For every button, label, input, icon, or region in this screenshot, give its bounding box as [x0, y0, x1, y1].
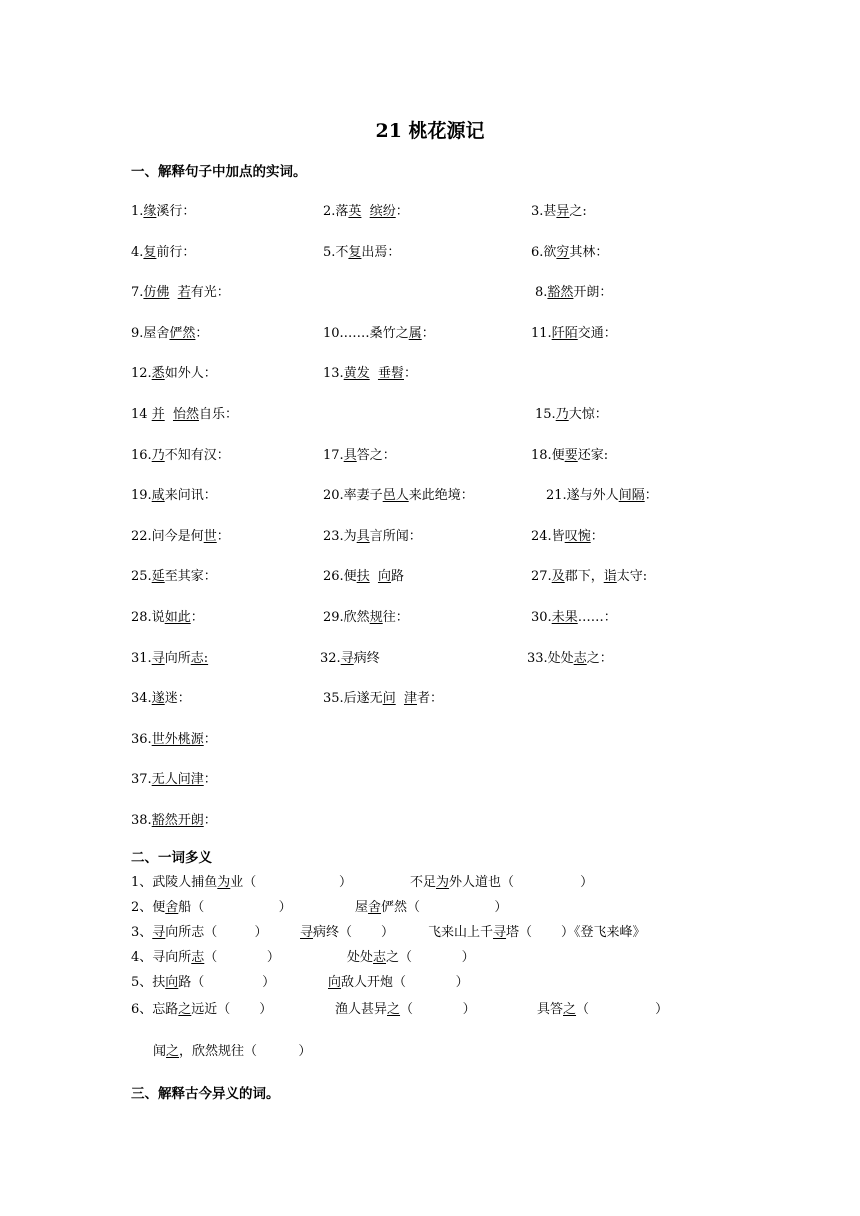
item-text: 向所志（ ）	[165, 925, 268, 940]
marked-word: 咸	[151, 488, 165, 503]
vocab-item	[323, 322, 435, 341]
polysemy-item	[131, 896, 292, 915]
vocab-item	[131, 647, 208, 666]
item-text: 路	[390, 569, 404, 584]
vocab-item	[131, 768, 217, 787]
marked-word: 寻	[151, 651, 165, 666]
vocab-item	[131, 484, 217, 503]
item-text: 18.便	[531, 448, 565, 463]
vocab-item	[131, 241, 195, 260]
vocab-item	[323, 484, 474, 503]
marked-word: 舍	[368, 900, 382, 915]
marked-word: 乃	[555, 407, 569, 422]
section-heading-2: 二、一词多义	[131, 850, 212, 866]
item-text: 27.	[531, 569, 552, 584]
vocab-item	[131, 728, 217, 747]
item-text: 开朗：	[573, 285, 613, 300]
item-text: ：	[195, 326, 209, 341]
marked-word: 怡然	[172, 407, 199, 422]
item-text: 俨然（ ）	[381, 900, 508, 915]
marked-word: 具	[356, 529, 370, 544]
vocab-item	[131, 525, 230, 544]
polysemy-item	[410, 871, 593, 890]
section-heading-3: 三、解释古今异义的词。	[131, 1086, 280, 1102]
item-text: 自乐：	[198, 407, 238, 422]
vocab-item	[131, 403, 238, 422]
item-text: ：	[216, 529, 230, 544]
marked-word: 缘	[143, 204, 157, 219]
item-text: 13.	[323, 366, 344, 381]
item-text	[370, 569, 378, 584]
marked-word: 未果	[551, 610, 578, 625]
marked-word: 寻	[300, 925, 314, 940]
vocab-item	[531, 565, 647, 584]
item-text: 太守:	[616, 569, 648, 584]
item-text: 26.便	[323, 569, 357, 584]
item-text: 11.	[531, 326, 552, 341]
vocab-item	[131, 362, 217, 381]
vocab-item	[323, 241, 400, 260]
polysemy-item	[131, 871, 352, 890]
item-text: 业（ ）	[230, 875, 352, 890]
item-text: 往：	[382, 610, 409, 625]
marked-word: 寻	[152, 925, 166, 940]
marked-word: 向	[377, 569, 391, 584]
item-text: 1.	[131, 204, 144, 219]
vocab-item	[131, 444, 230, 463]
polysemy-item	[131, 921, 268, 940]
item-text	[165, 407, 173, 422]
item-text: 7.	[131, 285, 144, 300]
marked-word: 穷	[556, 245, 570, 260]
item-text: 21.遂与外人	[546, 488, 619, 503]
item-text: 前行：	[156, 245, 196, 260]
marked-word: 垂髫	[377, 366, 404, 381]
item-text: 4、寻向所	[131, 950, 192, 965]
marked-word: 复	[348, 245, 362, 260]
polysemy-item	[131, 998, 272, 1017]
item-text: 向所	[164, 651, 191, 666]
item-text: ：	[190, 610, 204, 625]
vocab-item	[131, 809, 217, 828]
vocab-item	[546, 484, 658, 503]
item-text: 其林：	[569, 245, 609, 260]
item-text: 敌人开炮（ ）	[341, 975, 469, 990]
vocab-item	[323, 444, 396, 463]
marked-word: 之	[166, 1044, 180, 1059]
item-text: ：	[203, 772, 217, 787]
item-text: 4.	[131, 245, 144, 260]
vocab-item	[531, 241, 608, 260]
marked-word: 阡陌	[551, 326, 578, 341]
item-text: 飞来山上千	[428, 925, 494, 940]
item-text: 1、武陵人捕鱼	[131, 875, 218, 890]
item-text: 25.	[131, 569, 152, 584]
vocab-item	[531, 322, 617, 341]
marked-word: 规	[369, 610, 383, 625]
item-text: ……：	[577, 610, 617, 625]
marked-word: 邑人	[382, 488, 409, 503]
item-text	[370, 366, 378, 381]
marked-word: 若	[177, 285, 191, 300]
marked-word: 豁然	[547, 285, 574, 300]
marked-word: 之	[178, 1002, 192, 1017]
marked-word: 悉	[151, 366, 165, 381]
item-text: 20.率妻子	[323, 488, 383, 503]
marked-word: 世	[203, 529, 217, 544]
vocab-item	[131, 565, 217, 584]
item-text: 5.不	[323, 245, 349, 260]
item-text: 24.皆	[531, 529, 565, 544]
item-text: 答之：	[356, 448, 396, 463]
marked-word: 如此	[164, 610, 191, 625]
item-text: （ ）	[576, 1002, 669, 1017]
item-text: ：	[203, 732, 217, 747]
marked-word: 扶	[356, 569, 370, 584]
item-text: 17.	[323, 448, 344, 463]
item-text: 郡下，	[564, 569, 604, 584]
item-text	[169, 285, 177, 300]
marked-word: 具	[343, 448, 357, 463]
item-text	[396, 691, 404, 706]
marked-word: 津	[403, 691, 417, 706]
item-text: 具答	[537, 1002, 564, 1017]
item-text: 5、扶	[131, 975, 166, 990]
item-text: 29.欣然	[323, 610, 370, 625]
marked-word: 英	[348, 204, 362, 219]
vocab-item	[323, 362, 417, 381]
item-text: 之:	[569, 204, 587, 219]
item-text: 不知有汉：	[164, 448, 230, 463]
polysemy-item	[328, 971, 469, 990]
item-text: 出焉：	[361, 245, 401, 260]
item-text: 15.	[535, 407, 556, 422]
vocab-item	[531, 606, 617, 625]
item-text: 32.	[320, 651, 341, 666]
item-text: 34.	[131, 691, 152, 706]
item-text: 2、便	[131, 900, 166, 915]
marked-word: 向	[328, 975, 342, 990]
item-text: 30.	[531, 610, 552, 625]
vocab-item	[131, 687, 191, 706]
item-text: 溪行：	[156, 204, 196, 219]
item-text: 言所闻：	[369, 529, 422, 544]
vocab-item	[323, 200, 409, 219]
item-text: ：	[395, 204, 409, 219]
item-text: 大惊：	[568, 407, 608, 422]
marked-word: 缤纷	[369, 204, 396, 219]
marked-word: 寻	[340, 651, 354, 666]
marked-word: 问	[382, 691, 396, 706]
item-text: 者：	[416, 691, 443, 706]
polysemy-item	[335, 998, 476, 1017]
vocab-item	[323, 565, 404, 584]
vocab-item	[131, 281, 230, 300]
marked-word: 豁然开朗	[151, 813, 204, 828]
polysemy-item	[300, 921, 394, 940]
item-text: ：	[403, 366, 417, 381]
vocab-item	[531, 525, 604, 544]
item-text: 处处	[347, 950, 374, 965]
marked-word: 乃	[151, 448, 165, 463]
item-text: 塔（ ）《登飞来峰》	[506, 925, 646, 940]
item-text	[361, 204, 369, 219]
item-text: 闻	[153, 1044, 167, 1059]
marked-word: 世外桃源	[151, 732, 204, 747]
item-text: 远近（ ）	[191, 1002, 273, 1017]
marked-word: 之	[387, 1002, 401, 1017]
vocab-item	[131, 200, 195, 219]
item-text: 之（ ）	[386, 950, 475, 965]
item-text: 3.甚	[531, 204, 557, 219]
vocab-item	[527, 647, 613, 666]
item-text: 35.后遂无	[323, 691, 383, 706]
item-text: 外人道也（ ）	[449, 875, 594, 890]
page-title: 21 桃花源记	[375, 120, 485, 142]
marked-word: 属	[408, 326, 422, 341]
item-text: 交通：	[577, 326, 617, 341]
item-text: 33.处处	[527, 651, 574, 666]
marked-word: 志	[191, 950, 205, 965]
item-text: 38.	[131, 813, 152, 828]
polysemy-item	[355, 896, 507, 915]
item-text: 病终	[353, 651, 380, 666]
item-text: 至其家：	[164, 569, 217, 584]
marked-word: 叹惋	[564, 529, 591, 544]
vocab-item	[531, 200, 587, 219]
item-text: 屋	[355, 900, 369, 915]
marked-word: 无人问津	[151, 772, 204, 787]
marked-word: 并	[151, 407, 165, 422]
polysemy-item	[537, 998, 668, 1017]
item-text: 37.	[131, 772, 152, 787]
marked-word: 及	[551, 569, 565, 584]
vocab-item	[323, 525, 422, 544]
item-text: （ ）	[400, 1002, 476, 1017]
item-text: 来问讯：	[164, 488, 217, 503]
item-text: 28.说	[131, 610, 165, 625]
marked-word: 寻	[493, 925, 507, 940]
item-text: ：	[644, 488, 658, 503]
marked-word: 志	[373, 950, 387, 965]
item-text: 迷：	[164, 691, 191, 706]
item-text: ，欣然规往（ ）	[179, 1044, 312, 1059]
item-text: 12.	[131, 366, 152, 381]
item-text: 8.	[535, 285, 548, 300]
item-text: 2.落	[323, 204, 349, 219]
item-text: （ ）	[204, 950, 280, 965]
marked-word: 黄发	[343, 366, 370, 381]
item-text: 9.屋舍	[131, 326, 170, 341]
marked-word: 俨然	[169, 326, 196, 341]
marked-word: 舍	[165, 900, 179, 915]
vocab-item	[320, 647, 380, 666]
marked-word: 诣	[603, 569, 617, 584]
polysemy-item	[131, 946, 280, 965]
marked-word: 之	[563, 1002, 577, 1017]
polysemy-item	[347, 946, 475, 965]
item-text: 如外人：	[164, 366, 217, 381]
item-text: 渔人甚异	[335, 1002, 388, 1017]
item-text: ：	[590, 529, 604, 544]
item-text: 还家:	[577, 448, 609, 463]
polysemy-item	[428, 921, 645, 940]
item-text: 来此绝境：	[408, 488, 474, 503]
vocab-item	[531, 444, 608, 463]
item-text: 6.欲	[531, 245, 557, 260]
vocab-item	[535, 281, 612, 300]
item-text: 16.	[131, 448, 152, 463]
marked-word: 要	[564, 448, 578, 463]
item-text: 6、忘路	[131, 1002, 179, 1017]
vocab-item	[535, 403, 608, 422]
vocab-item	[131, 606, 204, 625]
item-text: 36.	[131, 732, 152, 747]
item-text: 3、	[131, 925, 153, 940]
marked-word: 志:	[190, 651, 209, 666]
vocab-item	[131, 322, 208, 341]
item-text: 病终（ ）	[313, 925, 394, 940]
polysemy-item	[131, 971, 275, 990]
item-text: 有光：	[190, 285, 230, 300]
item-text: 23.为	[323, 529, 357, 544]
section-heading-1: 一、解释句子中加点的实词。	[131, 164, 307, 180]
item-text: 19.	[131, 488, 152, 503]
marked-word: 遂	[151, 691, 165, 706]
marked-word: 为	[436, 875, 450, 890]
item-text: 之：	[586, 651, 613, 666]
item-text: ：	[203, 813, 217, 828]
marked-word: 延	[151, 569, 165, 584]
item-text: 10.……桑竹之	[323, 326, 409, 341]
item-text: 22.问今是何	[131, 529, 204, 544]
item-text: ：	[421, 326, 435, 341]
marked-word: 为	[217, 875, 231, 890]
vocab-item	[323, 687, 443, 706]
marked-word: 间隔	[618, 488, 645, 503]
item-text: 31.	[131, 651, 152, 666]
marked-word: 向	[165, 975, 179, 990]
item-text: 14	[131, 407, 152, 422]
item-text: 路（ ）	[178, 975, 276, 990]
item-text: 船（ ）	[178, 900, 292, 915]
marked-word: 复	[143, 245, 157, 260]
vocab-item	[323, 606, 409, 625]
marked-word: 志	[573, 651, 587, 666]
polysemy-item	[153, 1040, 311, 1059]
item-text: 不足	[410, 875, 437, 890]
marked-word: 仿佛	[143, 285, 170, 300]
marked-word: 异	[556, 204, 570, 219]
